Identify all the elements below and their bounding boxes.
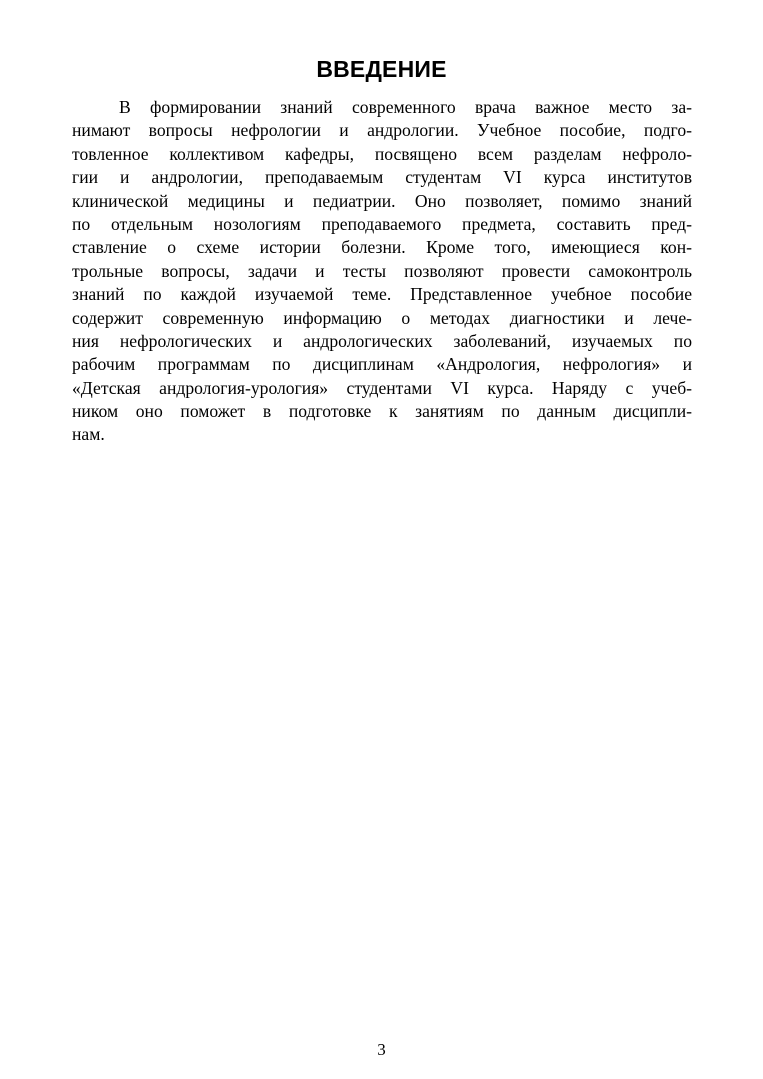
paragraph-line: по отдельным нозологиям преподаваемого предмета, составить пред- (72, 213, 692, 234)
introduction-paragraph (72, 96, 692, 447)
paragraph-line: ником оно поможет в подготовке к занятиям по данным дисципли- (72, 401, 692, 422)
paragraph-line: рабочим программам по дисциплинам «Андрология, нефрология» и (72, 354, 692, 375)
paragraph-line: В формировании знаний современного врача важное место за- (119, 97, 692, 117)
paragraph-line: знаний по каждой изучаемой теме. Представленное учебное пособие (72, 284, 692, 305)
paragraph-line: трольные вопросы, задачи и тесты позволяют провести самоконтроль (72, 260, 692, 281)
paragraph-line: «Детская андрология-урология» студентами VI курса. Наряду с учеб- (72, 377, 692, 398)
paragraph-line: содержит современную информацию о методах диагностики и лече- (72, 307, 692, 328)
paragraph-line: ставление о схеме истории болезни. Кроме того, имеющиеся кон- (72, 237, 692, 258)
page-number: 3 (377, 1040, 386, 1059)
paragraph-line: нам. (72, 424, 105, 445)
paragraph-line: нимают вопросы нефрологии и андрологии. Учебное пособие, подго- (72, 120, 692, 141)
section-title: ВВЕДЕНИЕ (316, 56, 447, 82)
paragraph-line: товленное коллективом кафедры, посвящено всем разделам нефроло- (72, 143, 692, 164)
paragraph-line: ния нефрологических и андрологических заболеваний, изучаемых по (72, 330, 692, 351)
paragraph-line: клинической медицины и педиатрии. Оно позволяет, помимо знаний (72, 190, 692, 211)
paragraph-line: гии и андрологии, преподаваемым студентам VI курса институтов (72, 167, 692, 188)
